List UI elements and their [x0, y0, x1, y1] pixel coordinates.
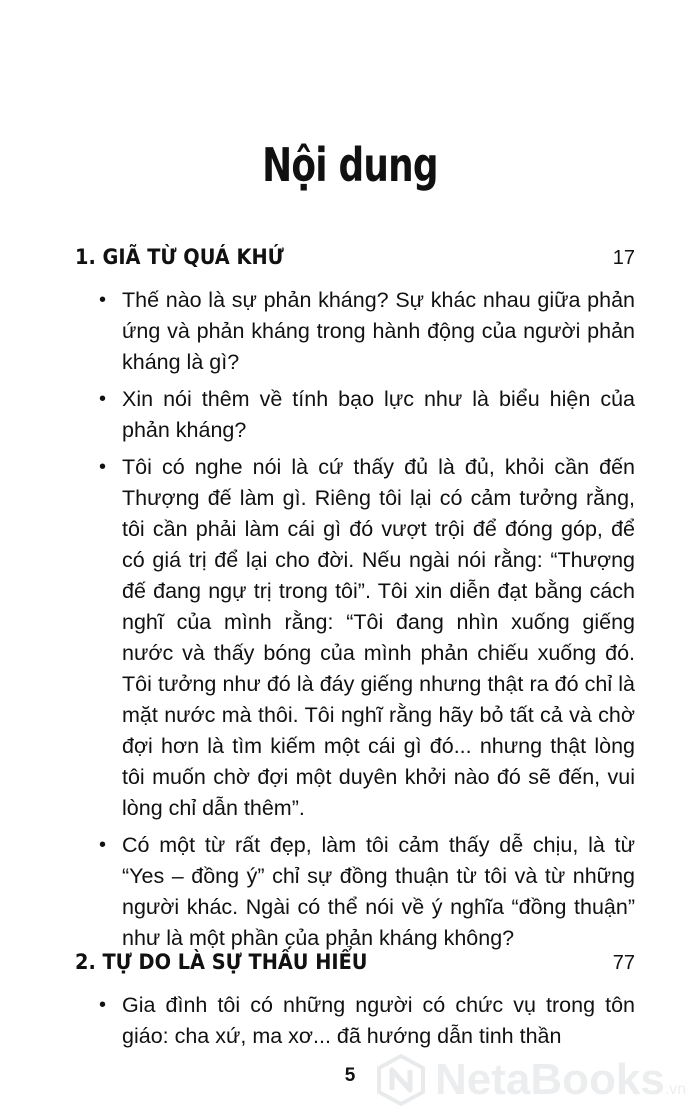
toc-question-text: Gia đình tôi có những người có chức vụ trong tôn giáo: cha xứ, ma xơ... đã hướng dẫn tinh thần	[122, 993, 635, 1048]
page-title: Nội dung	[262, 138, 438, 192]
toc-question-list	[75, 990, 635, 1052]
watermark-text	[435, 1055, 686, 1105]
toc-question-list	[75, 285, 635, 954]
bullet-icon: •	[99, 834, 107, 856]
toc-question-item	[75, 452, 635, 824]
watermark-suffix: .vn	[664, 1081, 687, 1098]
bullet-icon: •	[99, 289, 107, 311]
toc-section-title: 1. GIÃ TỪ QUÁ KHỨ	[75, 245, 284, 269]
watermark	[375, 1050, 695, 1110]
toc-section-header	[75, 950, 635, 984]
toc-question-text: Có một từ rất đẹp, làm tôi cảm thấy dễ chịu, là từ “Yes – đồng ý” chỉ sự đồng thuận từ tôi và từ những người khác. Ngài có thể nói về ý nghĩa “đồng thuận” như là một phần của phản kháng không?	[122, 833, 635, 950]
netabooks-logo-icon	[375, 1054, 427, 1106]
toc-section-1	[75, 245, 635, 954]
toc-section-page-number: 17	[612, 247, 635, 269]
toc-question-text: Thế nào là sự phản kháng? Sự khác nhau giữa phản ứng và phản kháng trong hành động của người phản kháng là gì?	[122, 288, 635, 374]
toc-question-text: Xin nói thêm về tính bạo lực như là biểu hiện của phản kháng?	[122, 387, 635, 442]
toc-question-item	[75, 990, 635, 1052]
watermark-brand: NetaBooks	[435, 1055, 665, 1104]
page-number: 5	[344, 1065, 356, 1086]
bullet-icon: •	[99, 994, 107, 1016]
toc-question-text: Tôi có nghe nói là cứ thấy đủ là đủ, khỏi cần đến Thượng đế làm gì. Riêng tôi lại có cảm tưởng rằng, tôi cần phải làm cái gì đó vượt trội để đóng góp, để có giá trị để lại cho đời. Nếu ngài nói rằng: “Thượng đế đang ngự trị trong tôi”. Tôi xin diễn đạt bằng cách nghĩ của mình rằng: “Tôi đang nhìn xuống giếng nước và thấy bóng của mình phản chiếu xuống đó. Tôi tưởng như đó là đáy giếng nhưng thật ra đó chỉ là mặt nước mà thôi. Tôi nghĩ rằng hãy bỏ tất cả và chờ đợi hơn là tìm kiếm một cái gì đó... nhưng thật lòng tôi muốn chờ đợi một duyên khởi nào đó sẽ đến, vui lòng chỉ dẫn thêm”.	[122, 455, 635, 820]
bullet-icon: •	[99, 456, 107, 478]
toc-section-page-number: 77	[612, 952, 635, 974]
toc-question-item	[75, 384, 635, 446]
toc-section-2	[75, 950, 635, 1052]
toc-question-item	[75, 285, 635, 378]
toc-section-header	[75, 245, 635, 279]
toc-question-item	[75, 830, 635, 954]
toc-section-title: 2. TỰ DO LÀ SỰ THẤU HIỂU	[75, 950, 368, 974]
bullet-icon: •	[99, 388, 107, 410]
